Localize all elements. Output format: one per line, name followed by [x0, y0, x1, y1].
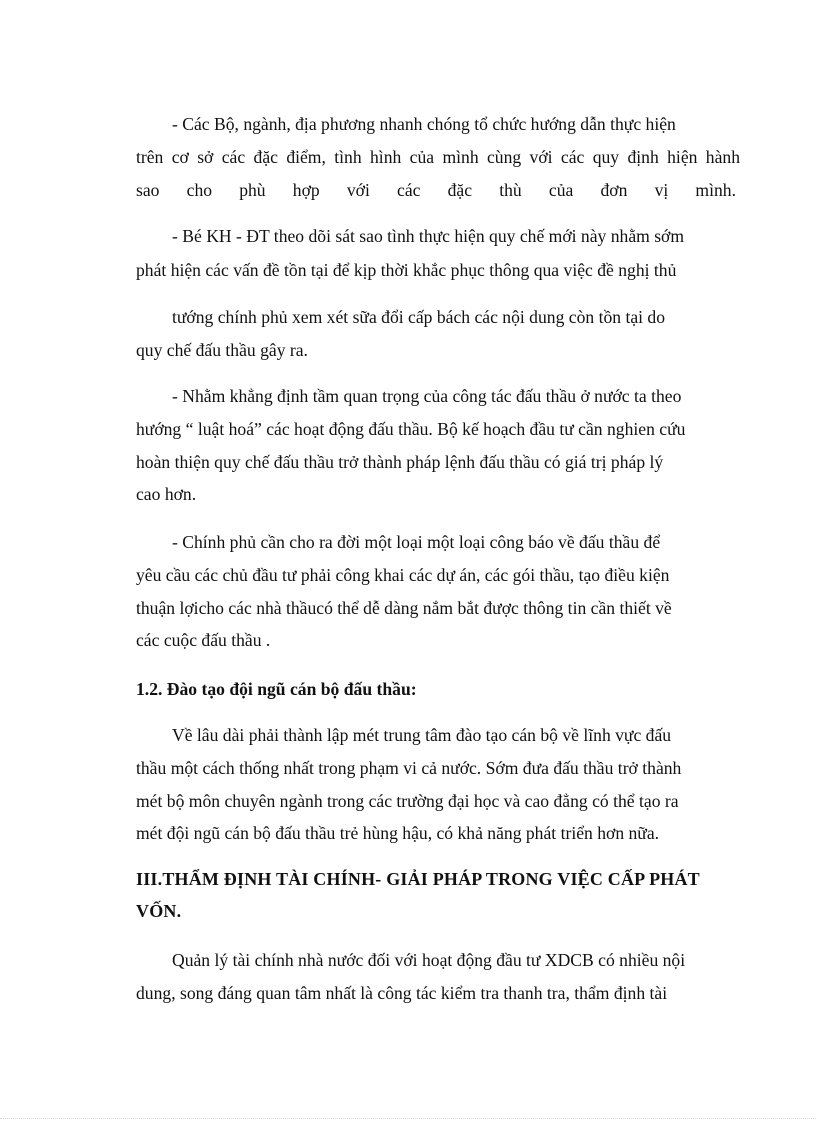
- text-line: thuận lợicho các nhà thầucó thể dễ dàng nắm bắt được thông tin cần thiết về: [136, 598, 672, 618]
- text-line: sao cho phù hợp với các đặc thù của đơn vị mình.: [136, 180, 736, 200]
- text-line: các cuộc đấu thầu .: [136, 630, 271, 650]
- text-line: quy chế đấu thầu gây ra.: [136, 340, 308, 360]
- section-heading-cont: VỐN.: [136, 901, 182, 921]
- text-line: - Bé KH - ĐT theo dõi sát sao tình thực hiện quy chế mới này nhằm sớm: [172, 226, 685, 246]
- text-line: hướng “ luật hoá” các hoạt động đấu thầu. Bộ kế hoạch đầu tư cần nghien cứu: [136, 419, 686, 439]
- page-bottom-border: [0, 1118, 816, 1119]
- text-line: tướng chính phủ xem xét sữa đổi cấp bách các nội dung còn tồn tại do: [172, 307, 666, 327]
- text-line: - Các Bộ, ngành, địa phương nhanh chóng tổ chức hướng dẫn thực hiện: [172, 114, 676, 134]
- text-line: - Chính phủ cần cho ra đời một loại một loại công báo về đấu thầu để: [172, 532, 661, 552]
- section-subheading: 1.2. Đào tạo đội ngũ cán bộ đấu thầu:: [136, 679, 417, 699]
- text-line: trên cơ sở các đặc điểm, tình hình của mình cùng với các quy định hiện hành: [136, 147, 740, 167]
- section-heading: III.THẨM ĐỊNH TÀI CHÍNH- GIẢI PHÁP TRONG VIỆC CẤP PHÁT: [136, 869, 700, 889]
- text-line: phát hiện các vấn đề tồn tại để kịp thời khắc phục thông qua việc đề nghị thủ: [136, 260, 677, 280]
- text-line: mét bộ môn chuyên ngành trong các trường đại học và cao đẳng có thể tạo ra: [136, 791, 679, 811]
- text-line: dung, song đáng quan tâm nhất là công tác kiểm tra thanh tra, thẩm định tài: [136, 983, 668, 1003]
- text-line: mét đội ngũ cán bộ đấu thầu trẻ hùng hậu, có khả năng phát triển hơn nữa.: [136, 823, 660, 843]
- text-line: cao hơn.: [136, 484, 197, 504]
- text-line: - Nhằm khẳng định tầm quan trọng của công tác đấu thầu ở nước ta theo: [172, 386, 682, 406]
- text-line: yêu cầu các chủ đầu tư phải công khai các dự án, các gói thầu, tạo điều kiện: [136, 565, 670, 585]
- text-line: thầu một cách thống nhất trong phạm vi cả nước. Sớm đưa đấu thầu trở thành: [136, 758, 682, 778]
- text-line: Về lâu dài phải thành lập mét trung tâm đào tạo cán bộ về lĩnh vực đấu: [172, 725, 672, 745]
- text-line: Quản lý tài chính nhà nước đối với hoạt động đầu tư XDCB có nhiều nội: [172, 950, 686, 970]
- text-line: hoàn thiện quy chế đấu thầu trở thành pháp lệnh đấu thầu có giá trị pháp lý: [136, 452, 664, 472]
